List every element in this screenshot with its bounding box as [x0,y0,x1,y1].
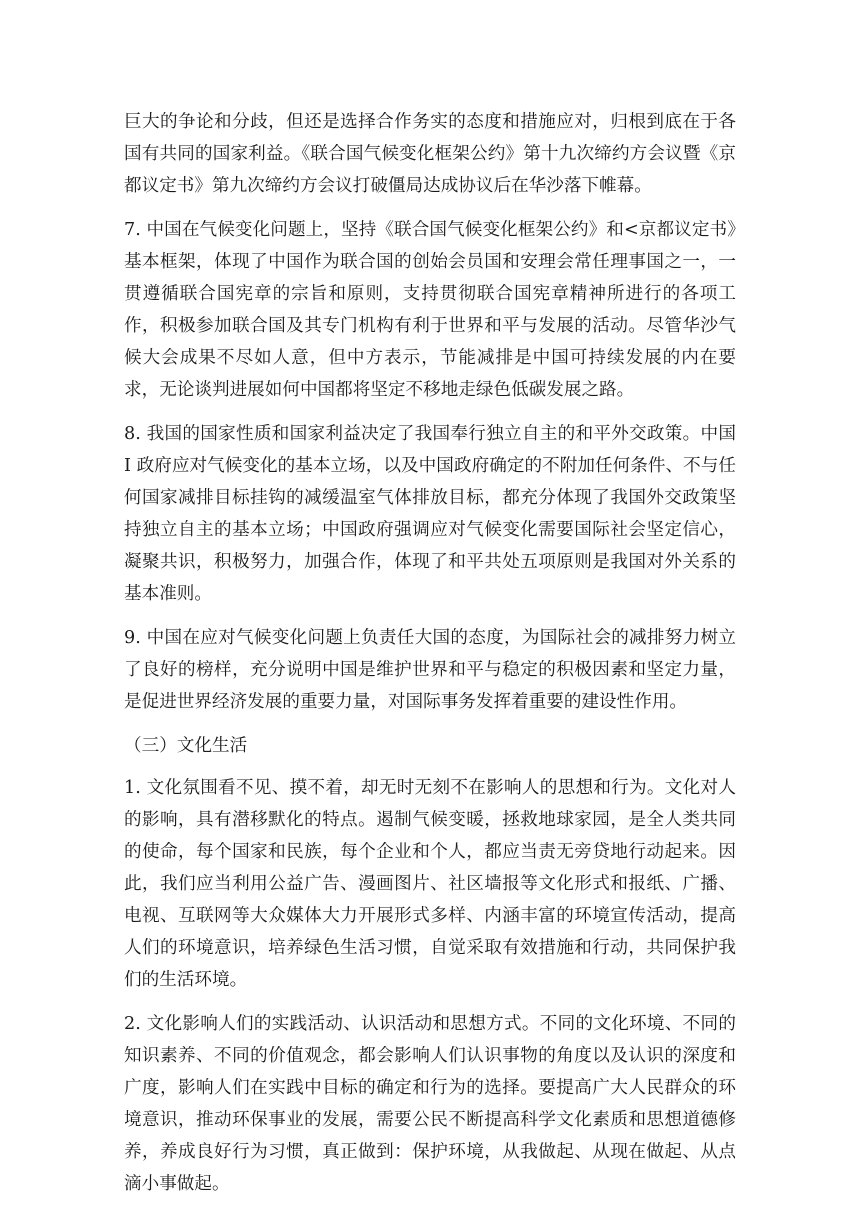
paragraph-item-9: 9. 中国在应对气候变化问题上负责任大国的态度，为国际社会的减排努力树立了良好的榜样，充分说明中国是维护世界和平与稳定的积极因素和坚定力量，是促进世界经济发展的重要力量，对国际事务发挥着重要的建设性作用。 [124,628,736,712]
paragraph-culture-2: 2. 文化影响人们的实践活动、认识活动和思想方式。不同的文化环境、不同的知识素养、不同的价值观念，都会影响人们认识事物的角度以及认识的深度和广度，影响人们在实践中目标的确定和行为的选择。要提高广大人民群众的环境意识，推动环保事业的发展，需要公民不断提高科学文化素质和思想道德修养，养成良好行为习惯，真正做到：保护环境，从我做起、从现在做起、从点滴小事做起。 [124,1014,736,1194]
section-heading: （三）文化生活 [124,736,248,756]
paragraph-continuation: 巨大的争论和分歧，但还是选择合作务实的态度和措施应对，归根到底在于各国有共同的国家利益。《联合国气候变化框架公约》第十九次缔约方会议暨《京都议定书》第九次缔约方会议打破僵局达成协议后在华沙落下帷幕。 [124,112,736,196]
paragraph-item-8: 8. 我国的国家性质和国家利益决定了我国奉行独立自主的和平外交政策。中国 I 政府应对气候变化的基本立场，以及中国政府确定的不附加任何条件、不与任何国家减排目标挂钩的减缓温室气体排放目标，都充分体现了我国外交政策坚持独立自主的基本立场；中国政府强调应对气候变化需要国际社会坚定信心，凝聚共识，积极努力，加强合作，体现了和平共处五项原则是我国对外关系的基本准则。 [124,424,736,604]
paragraph-culture-1: 1. 文化氛围看不见、摸不着，却无时无刻不在影响人的思想和行为。文化对人的影响，具有潜移默化的特点。遏制气候变暖，拯救地球家园，是全人类共同的使命，每个国家和民族，每个企业和个人，都应当责无旁贷地行动起来。因此，我们应当利用公益广告、漫画图片、社区墙报等文化形式和报纸、广播、电视、互联网等大众媒体大力开展形式多样、内涵丰富的环境宣传活动，提高人们的环境意识，培养绿色生活习惯，自觉采取有效措施和行动，共同保护我们的生活环境。 [124,778,736,990]
paragraph-item-7: 7. 中国在气候变化问题上，坚持《联合国气候变化框架公约》和<京都议定书》基本框架，体现了中国作为联合国的创始会员国和安理会常任理事国之一，一贯遵循联合国宪章的宗旨和原则，支持贯彻联合国宪章精神所进行的各项工作，积极参加联合国及其专门机构有利于世界和平与发展的活动。尽管华沙气候大会成果不尽如人意，但中方表示，节能减排是中国可持续发展的内在要求，无论谈判进展如何中国都将坚定不移地走绿色低碳发展之路。 [124,220,736,400]
